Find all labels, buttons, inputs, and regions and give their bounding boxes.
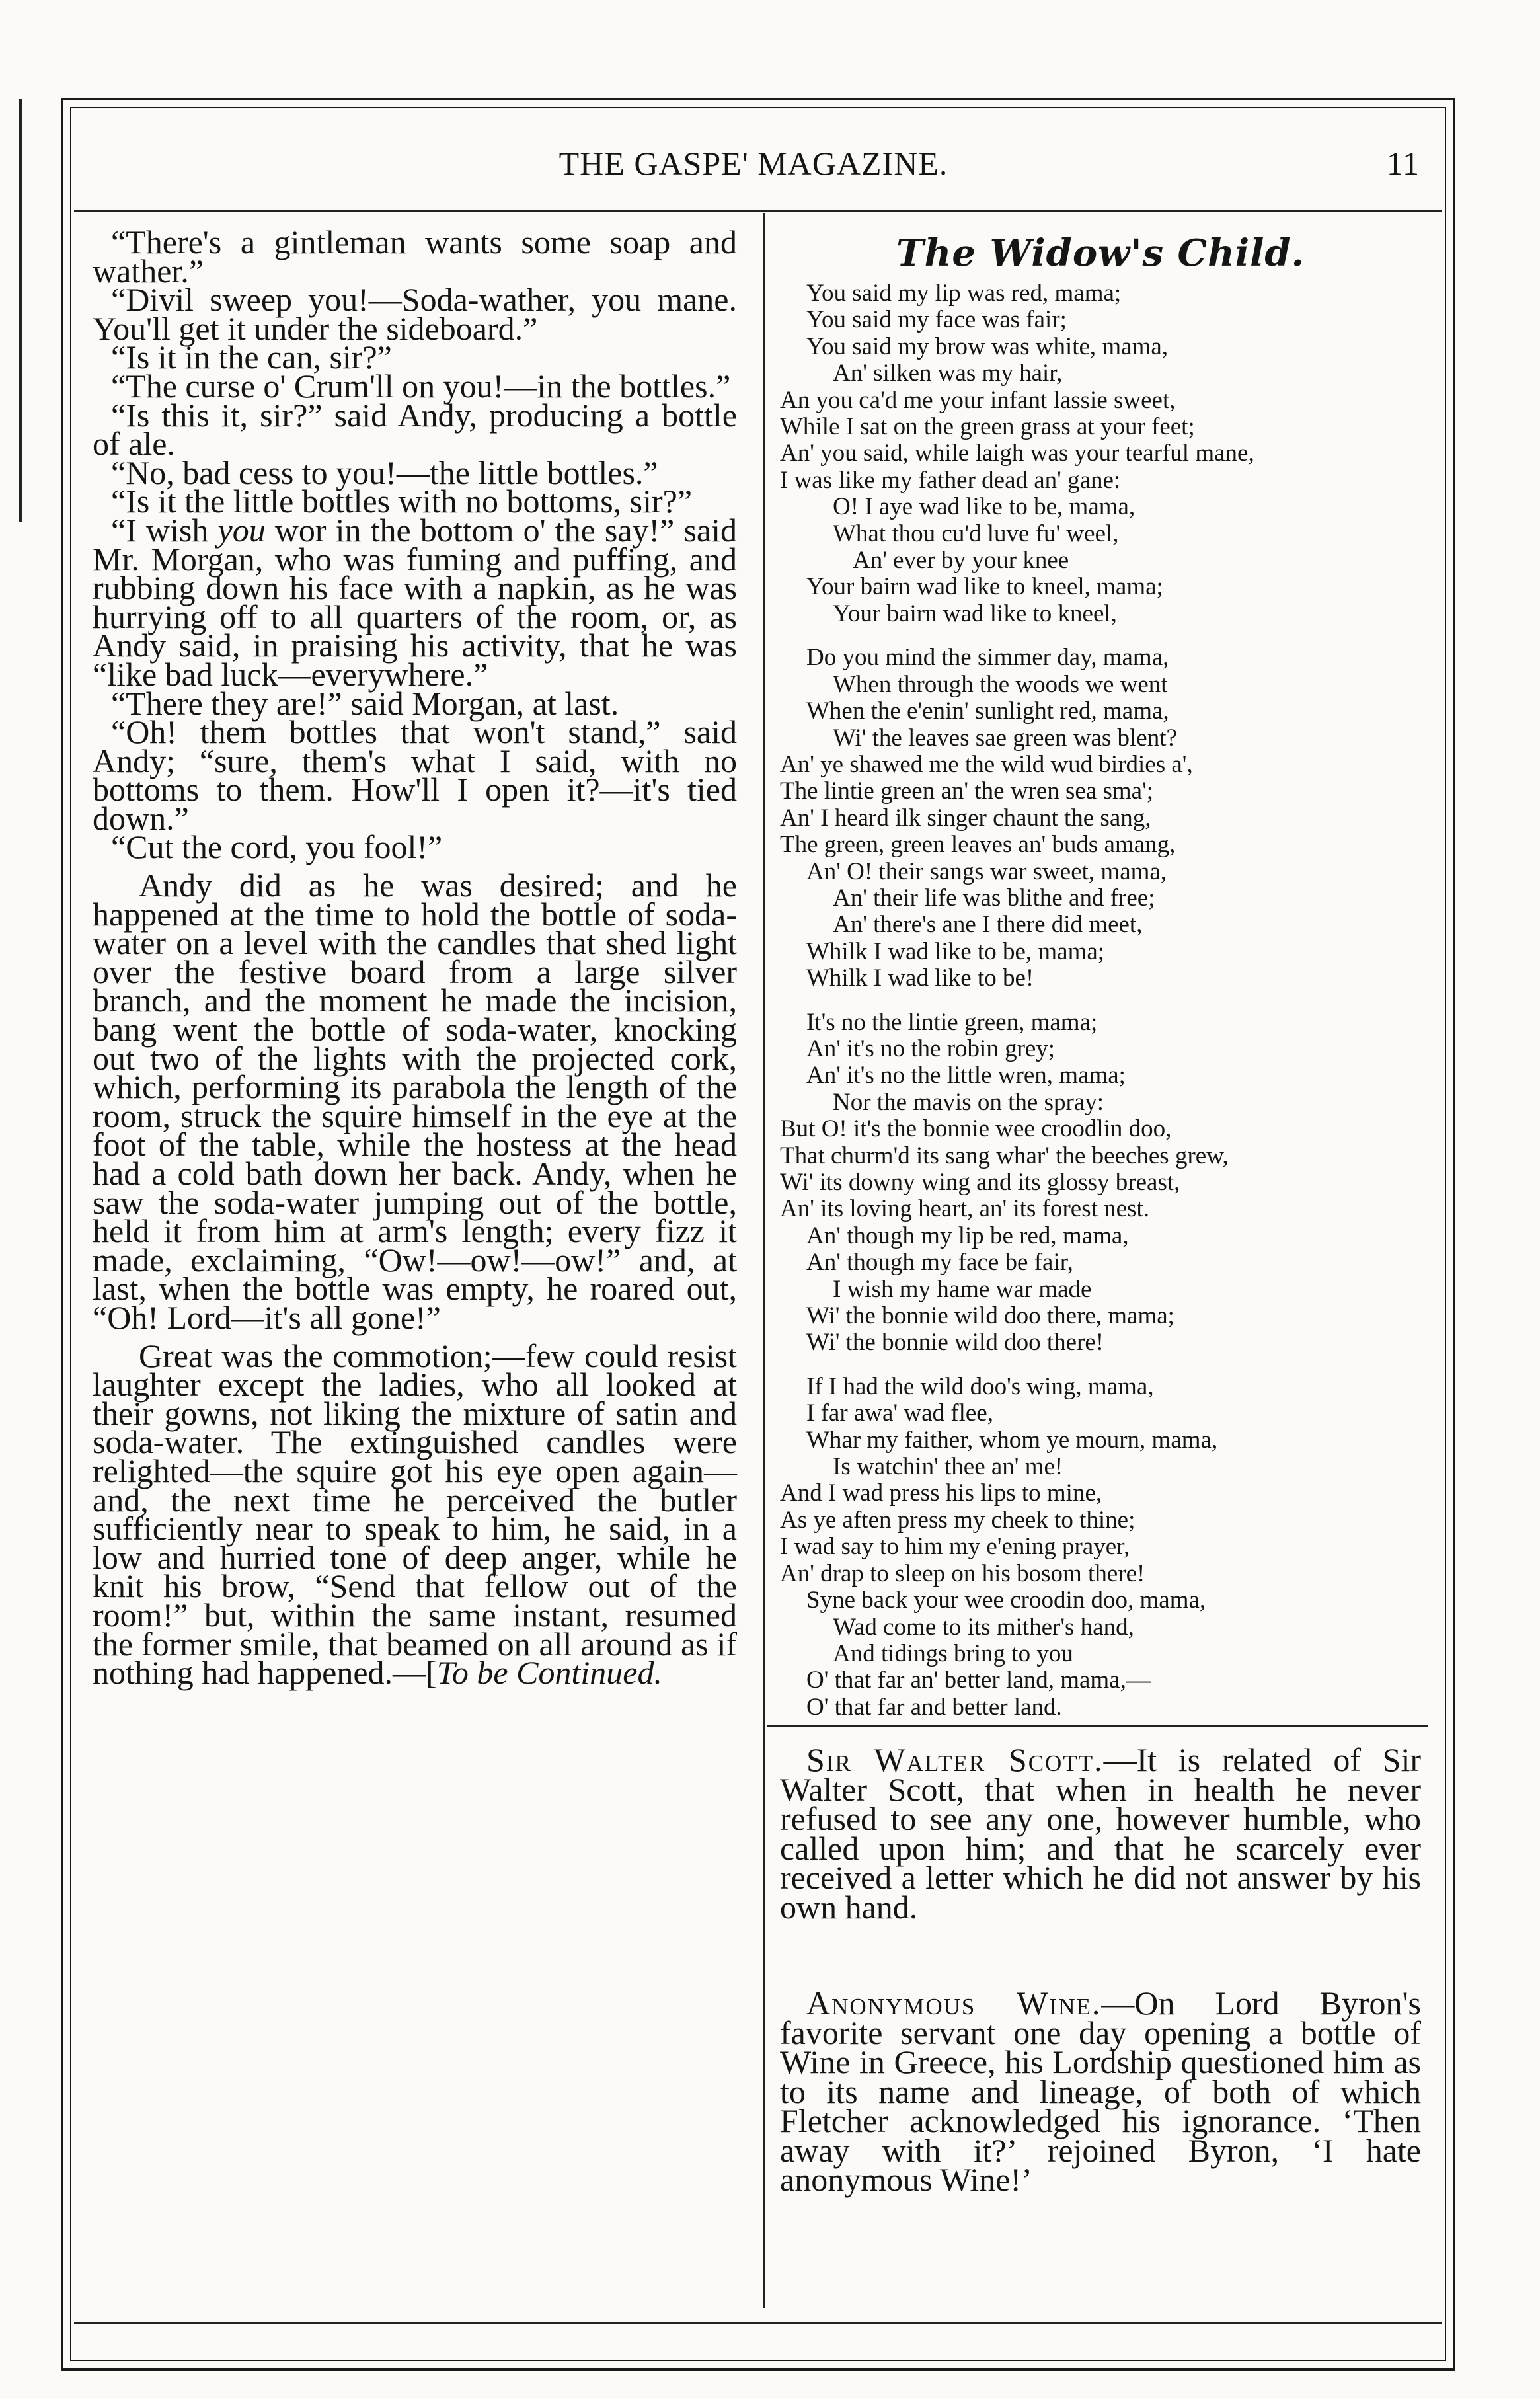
left-column-story <box>93 223 737 1692</box>
header-rule <box>74 210 1442 212</box>
poem-line: It's no the lintie green, mama; <box>806 1008 1098 1036</box>
poem-line: When the e'enin' sunlight red, mama, <box>806 697 1169 725</box>
dialogue-line: “There's a gintleman wants some soap and wather.” <box>93 223 737 290</box>
poem-line: An' though my face be fair, <box>806 1249 1073 1277</box>
poem-line: Nor the mavis on the spray: <box>833 1088 1104 1116</box>
poem-line: Wad come to its mither's hand, <box>833 1613 1134 1641</box>
poem-line: An' silken was my hair, <box>833 360 1063 387</box>
wish-pre: “I wish <box>111 511 218 549</box>
anecdote-text: —It is related of Sir Walter Scott, that when in health he never refused to see any one, however humble, who called upon him; and that he scarcely ever received a letter which he did not answer by his own hand. <box>780 1741 1421 1926</box>
wish-post: wor in the bottom o' the say!” said Mr. Morgan, who was fuming and puffing, and rubbing down his face with a napkin, as he was hurrying off to all quarters of the room, or, as Andy said, in praising his activity, that he was “like bad luck—everywhere.” <box>93 511 737 693</box>
commotion-text: Great was the commotion;—few could resist laughter except the ladies, who all looked at their gowns, not liking the mixture of satin and soda-water. The extinguished candles were relighted—the squire got his eye open again—and, the next time he perceived the butler sufficiently near to speak to him, he said, in a low and hurried tone of deep anger, while he knit his brow, “Send that fellow out of the room!” but, within the same instant, resumed the former smile, that beamed on all around as if nothing had happened.— <box>93 1337 737 1692</box>
poem-line: An' its loving heart, an' its forest nest. <box>780 1195 1149 1223</box>
poem-line: An' I heard ilk singer chaunt the sang, <box>780 804 1151 832</box>
wish-emphasis: you <box>217 511 266 549</box>
poem-line: O! I aye wad like to be, mama, <box>833 493 1136 521</box>
poem-line: An' though my lip be red, mama, <box>806 1222 1129 1249</box>
poem-line: Your bairn wad like to kneel, mama; <box>806 573 1163 601</box>
poem-line: Do you mind the simmer day, mama, <box>806 644 1169 672</box>
poem-line: If I had the wild doo's wing, mama, <box>806 1372 1154 1400</box>
continued-note: To be Continued. <box>436 1654 662 1692</box>
poem-line: That churm'd its sang whar' the beeches grew, <box>780 1142 1229 1169</box>
poem-line: An' it's no the robin grey; <box>806 1035 1056 1062</box>
dialogue-line: “Divil sweep you!—Soda-wather, you mane. You'll get it under the sideboard.” <box>93 281 737 347</box>
paragraph-andy: Andy did as he was desired; and he happened at the time to hold the bottle of soda-water on a level with the candles that shed light over the festive board from a large silver branch, and the moment he made the incision, bang went the bottle of soda-water, knocking out two of the lights with the projected cork, which, performing its parabola the length of the room, struck the squire himself in the eye at the foot of the table, while the hostess at the head had a cold bath down her back. Andy, when he saw the soda-water jumping out of the bottle, held it from him at arm's length; every fizz it made, exclaiming, “Ow!—ow!—ow!” and, at last, when the bottle was empty, he roared out, “Oh! Lord—it's all gone!” <box>93 867 737 1336</box>
dialogue-line: “No, bad cess to you!—the little bottles.” <box>111 453 658 491</box>
poem-line: Wi' its downy wing and its glossy breast, <box>780 1169 1180 1196</box>
poem-line: Whilk I wad like to be, mama; <box>806 937 1105 965</box>
magazine-title: THE GASPE' MAGAZINE. <box>558 145 948 182</box>
poem-line: An' you said, while laigh was your tearful mane, <box>780 440 1254 467</box>
poem-line: I was like my father dead an' gane: <box>780 466 1121 494</box>
dialogue-line: “Is it the little bottles with no bottoms, sir?” <box>111 483 693 520</box>
poem-line: I wish my hame war made <box>833 1275 1092 1303</box>
dialogue-line: “Cut the cord, you fool!” <box>111 828 443 866</box>
anecdote-lead: Sir Walter Scott. <box>806 1741 1104 1778</box>
bottom-rule <box>74 2322 1442 2324</box>
page-number: 11 <box>1386 145 1420 182</box>
poem-line: An' it's no the little wren, mama; <box>806 1062 1126 1089</box>
poem-line: You said my face was fair; <box>806 306 1067 334</box>
poem-line: The lintie green an' the wren sea sma'; <box>780 777 1154 805</box>
poem-line: But O! it's the bonnie wee croodlin doo, <box>780 1115 1172 1143</box>
poem-line: An you ca'd me your infant lassie sweet, <box>780 386 1176 414</box>
anecdote-lead: Anonymous Wine. <box>806 1985 1102 2022</box>
poem-line: Whar my faither, whom ye mourn, mama, <box>806 1426 1218 1454</box>
poem-line: Is watchin' thee an' me! <box>833 1453 1063 1481</box>
poem-line: And tidings bring to you <box>833 1639 1073 1667</box>
anecdote-walter-scott <box>780 1741 1421 1926</box>
continued-bracket: [ <box>426 1654 437 1692</box>
poem-line: An' ever by your knee <box>853 547 1069 574</box>
poem-line: When through the woods we went <box>833 670 1168 698</box>
poem-line: An' there's ane I there did meet, <box>833 911 1143 939</box>
poem-end-rule <box>767 1725 1428 1727</box>
poem-line: You said my brow was white, mama, <box>806 333 1169 360</box>
dialogue-line: “Oh! them bottles that won't stand,” said Andy; “sure, them's what I said, with no bottoms to them. How'll I open it?—it's tied down.” <box>93 713 737 837</box>
poem-line: Syne back your wee croodin doo, mama, <box>806 1587 1206 1614</box>
poem-line: As ye aften press my cheek to thine; <box>780 1506 1136 1534</box>
poem-line: An' their life was blithe and free; <box>833 884 1155 912</box>
dialogue-wish <box>93 511 737 693</box>
poem-line: Wi' the bonnie wild doo there! <box>806 1329 1104 1357</box>
poem-line: I far awa' wad flee, <box>806 1399 993 1427</box>
poem-stanza-2 <box>780 645 1421 992</box>
poem-line: Whilk I wad like to be! <box>806 964 1034 992</box>
poem-line: And I wad press his lips to mine, <box>780 1479 1102 1507</box>
poem-line: An' ye shawed me the wild wud birdies a', <box>780 750 1193 778</box>
running-header <box>79 132 1428 205</box>
poem-line: Wi' the leaves sae green was blent? <box>833 724 1177 752</box>
poem-line: While I sat on the green grass at your feet; <box>780 413 1195 441</box>
dialogue-line: “Is it in the can, sir?” <box>111 338 392 376</box>
dialogue-line: “Is this it, sir?” said Andy, producing a bottle of ale. <box>93 396 737 463</box>
anecdote-text: —On Lord Byron's favorite servant one day opening a bottle of Wine in Greece, his Lordship questioned him as to its name and lineage, of both of which Fletcher acknowledged his ignorance. ‘Then away with it?’ rejoined Byron, ‘I hate anonymous Wine!’ <box>780 1985 1421 2198</box>
column-divider <box>763 213 765 2308</box>
margin-mark <box>19 99 22 522</box>
poem-stanza-4 <box>780 1374 1421 1721</box>
poem-stanza-3 <box>780 1009 1421 1357</box>
dialogue-line: “There they are!” said Morgan, at last. <box>111 684 619 722</box>
anecdote-anonymous-wine <box>780 1985 1421 2198</box>
right-column <box>780 231 1421 1738</box>
poem-line: I wad say to him my e'ening prayer, <box>780 1533 1130 1561</box>
paragraph-commotion <box>93 1337 737 1692</box>
poem-line: O' that far an' better land, mama,— <box>806 1667 1151 1694</box>
poem-title: The Widow's Child. <box>896 231 1305 275</box>
poem-line: Your bairn wad like to kneel, <box>833 600 1117 627</box>
poem-line: What thou cu'd luve fu' weel, <box>833 520 1119 547</box>
poem-line: The green, green leaves an' buds amang, <box>780 831 1176 859</box>
poem-stanza-1 <box>780 280 1421 627</box>
dialogue-line: “The curse o' Crum'll on you!—in the bottles.” <box>111 367 731 405</box>
poem-line: An' O! their sangs war sweet, mama, <box>806 857 1167 885</box>
poem-line: O' that far and better land. <box>806 1693 1062 1721</box>
poem-line: An' drap to sleep on his bosom there! <box>780 1559 1145 1587</box>
poem-line: Wi' the bonnie wild doo there, mama; <box>806 1302 1174 1330</box>
poem-line: You said my lip was red, mama; <box>806 280 1122 307</box>
